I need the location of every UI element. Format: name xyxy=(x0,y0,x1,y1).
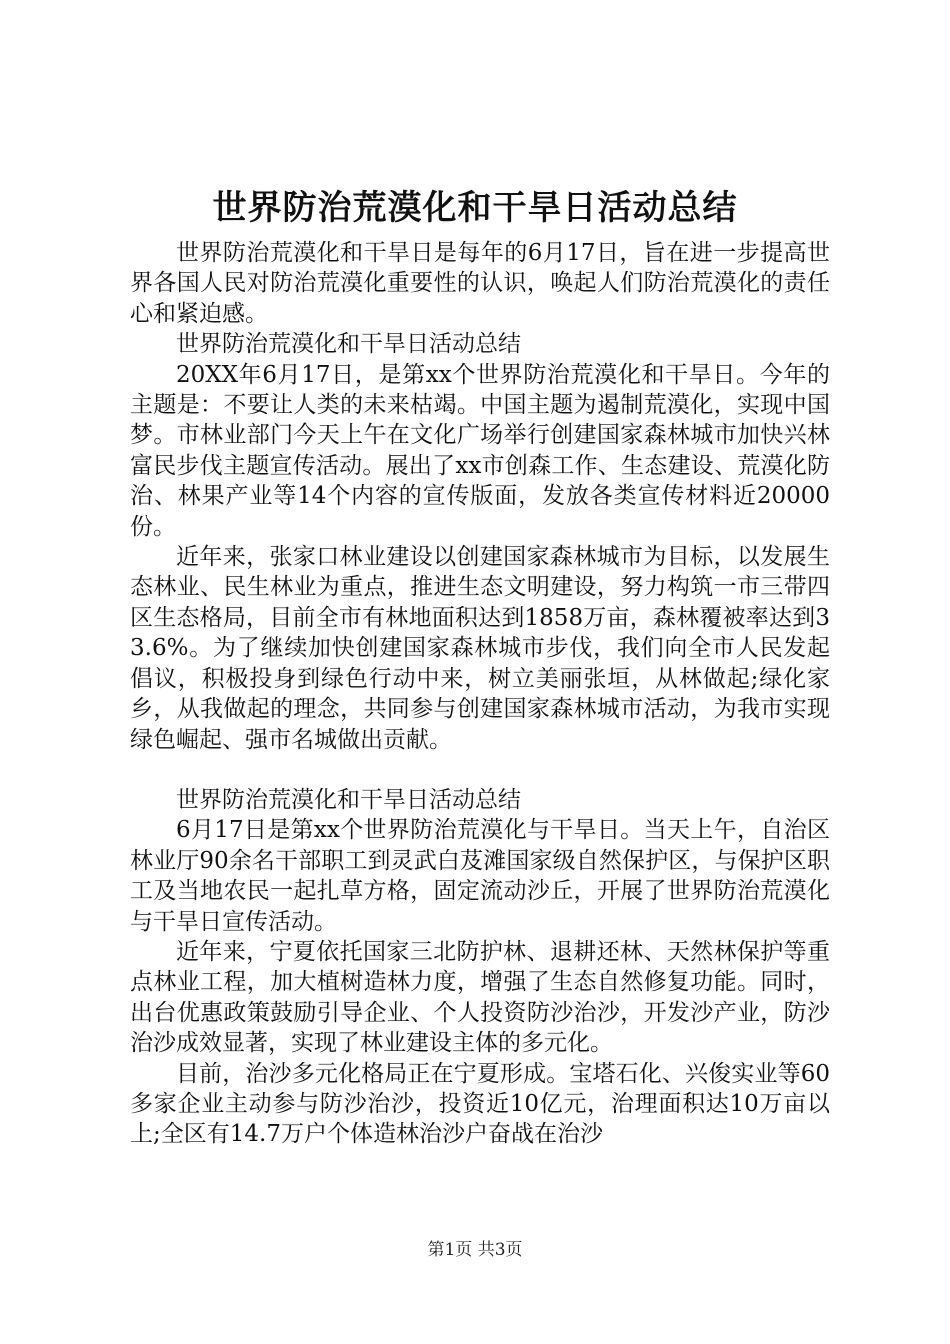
paragraph-zhangjiakou-event: 20XX年6月17日，是第xx个世界防治荒漠化和干旱日。今年的主题是：不要让人类的未来枯竭。中国主题为遏制荒漠化，实现中国梦。市林业部门今天上午在文化广场举行创建国家森林城市加快兴林富民步伐主题宣传活动。展出了xx市创森工作、生态建设、荒漠化防治、林果产业等14个内容的宣传版面，发放各类宣传材料近20000份。 xyxy=(130,361,830,540)
document-body xyxy=(130,238,830,1150)
paragraph-ningxia-event: 6月17日是第xx个世界防治荒漠化与干旱日。当天上午，自治区林业厅90余名干部职工到灵武白芨滩国家级自然保护区，与保护区职工及当地农民一起扎草方格，固定流动沙丘，开展了世界防治荒漠化与干旱日宣传活动。 xyxy=(130,817,830,935)
section-heading-1: 世界防治荒漠化和干旱日活动总结 xyxy=(176,331,521,358)
paragraph-zhangjiakou-forestry: 近年来，张家口林业建设以创建国家森林城市为目标，以发展生态林业、民生林业为重点，推进生态文明建设，努力构筑一市三带四区生态格局，目前全市有林地面积达到1858万亩，森林覆被率达到33.6%。为了继续加快创建国家森林城市步伐，我们向全市人民发起倡议，积极投身到绿色行动中来，树立美丽张垣，从林做起;绿化家乡，从我做起的理念，共同参与创建国家森林城市活动，为我市实现绿色崛起、强市名城做出贡献。 xyxy=(130,544,830,753)
section-heading-2: 世界防治荒漠化和干旱日活动总结 xyxy=(176,786,521,813)
document-title: 世界防治荒漠化和干旱日活动总结 xyxy=(212,188,738,228)
page-number-footer: 第1页 共3页 xyxy=(427,1240,523,1260)
paragraph-ningxia-projects: 近年来，宁夏依托国家三北防护林、退耕还林、天然林保护等重点林业工程，加大植树造林力度，增强了生态自然修复功能。同时，出台优惠政策鼓励引导企业、个人投资防沙治沙，开发沙产业，防沙治沙成效显著，实现了林业建设主体的多元化。 xyxy=(130,938,830,1057)
paragraph-ningxia-diversification: 目前，治沙多元化格局正在宁夏形成。宝塔石化、兴俊实业等60多家企业主动参与防沙治沙，投资近10亿元，治理面积达10万亩以上;全区有14.7万户个体造林治沙户奋战在治沙 xyxy=(130,1060,830,1148)
paragraph-spacer xyxy=(130,755,830,785)
intro-paragraph: 世界防治荒漠化和干旱日是每年的6月17日，旨在进一步提高世界各国人民对防治荒漠化重要性的认识，唤起人们防治荒漠化的责任心和紧迫感。 xyxy=(130,240,830,327)
